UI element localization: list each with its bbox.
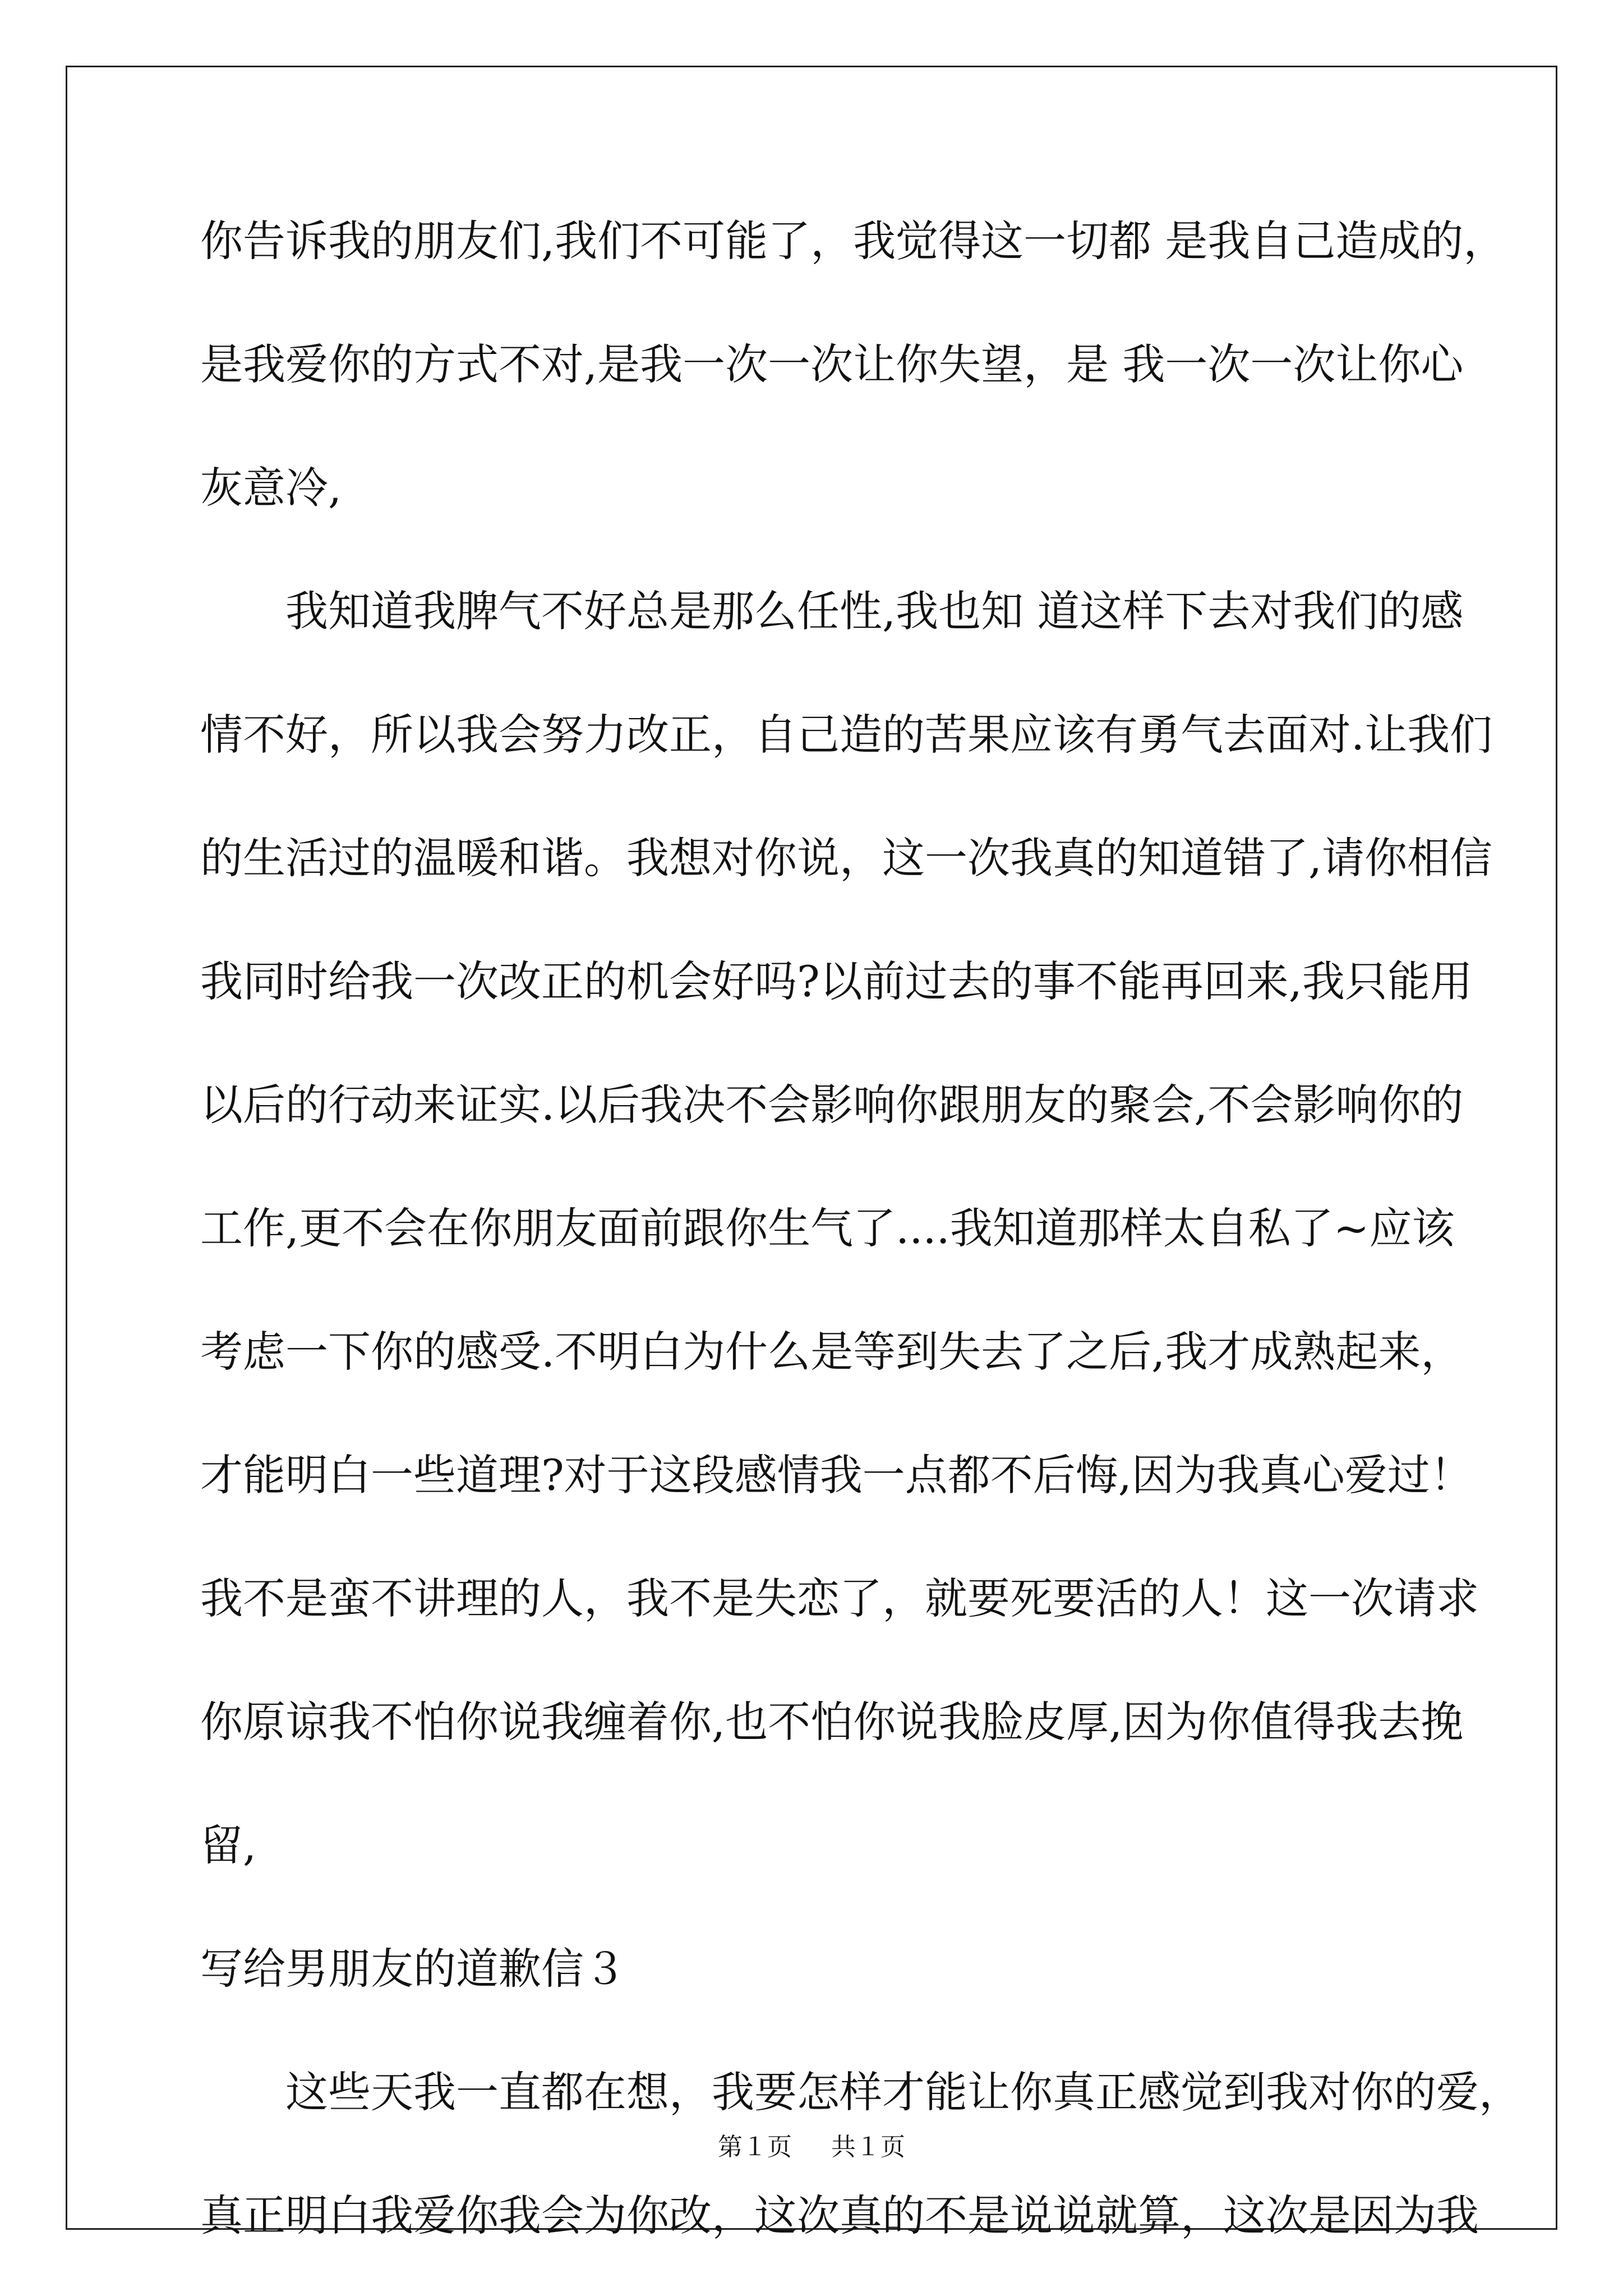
- text-line: 工作,更不会在你朋友面前跟你生气了....我知道那样太自私了~应该: [200, 1203, 1455, 1253]
- text-line: 情不好，所以我会努力改正，自己造的苦果应该有勇气去面对.让我们: [200, 710, 1493, 760]
- section-heading: 写给男朋友的道歉信３: [200, 1944, 626, 1994]
- text-line: 考虑一下你的感受.不明白为什么是等到失去了之后,我才成熟起来，: [200, 1327, 1464, 1377]
- text-line: 留,: [200, 1820, 257, 1870]
- text-line: 我知道我脾气不好总是那么任性,我也知 道这样下去对我们的感: [200, 586, 1464, 636]
- text-line: 的生活过的温暖和谐。我想对你说，这一次我真的知道错了,请你相信: [200, 833, 1493, 883]
- text-line: 你原谅我不怕你说我缠着你,也不怕你说我脸皮厚,因为你值得我去挽: [200, 1697, 1464, 1747]
- text-line: 你告诉我的朋友们,我们不可能了，我觉得这一切都 是我自己造成的，: [200, 216, 1506, 266]
- text-line: 这些天我一直都在想，我要怎样才能让你真正感觉到我对你的爱，: [200, 2067, 1521, 2117]
- page-total: 共１页: [831, 2133, 905, 2161]
- page-footer: [0, 2131, 1623, 2164]
- text-line: 我不是蛮不讲理的人，我不是失恋了，就要死要活的人！这一次请求: [200, 1573, 1479, 1623]
- page-number: 第１页: [718, 2133, 792, 2161]
- text-line: 灰意冷,: [200, 463, 342, 513]
- text-line: 我同时给我一次改正的机会好吗?以前过去的事不能再回来,我只能用: [200, 956, 1473, 1006]
- text-line: 是我爱你的方式不对,是我一次一次让你失望，是 我一次一次让你心: [200, 339, 1464, 389]
- text-line: 才能明白一些道理?对于这段感情我一点都不后悔,因为我真心爱过！: [200, 1450, 1473, 1500]
- text-line: 真正明白我爱你我会为你改，这次真的不是说说就算，这次是因为我: [200, 2191, 1479, 2240]
- text-line: 以后的行动来证实.以后我决不会影响你跟朋友的聚会,不会影响你的: [200, 1080, 1464, 1130]
